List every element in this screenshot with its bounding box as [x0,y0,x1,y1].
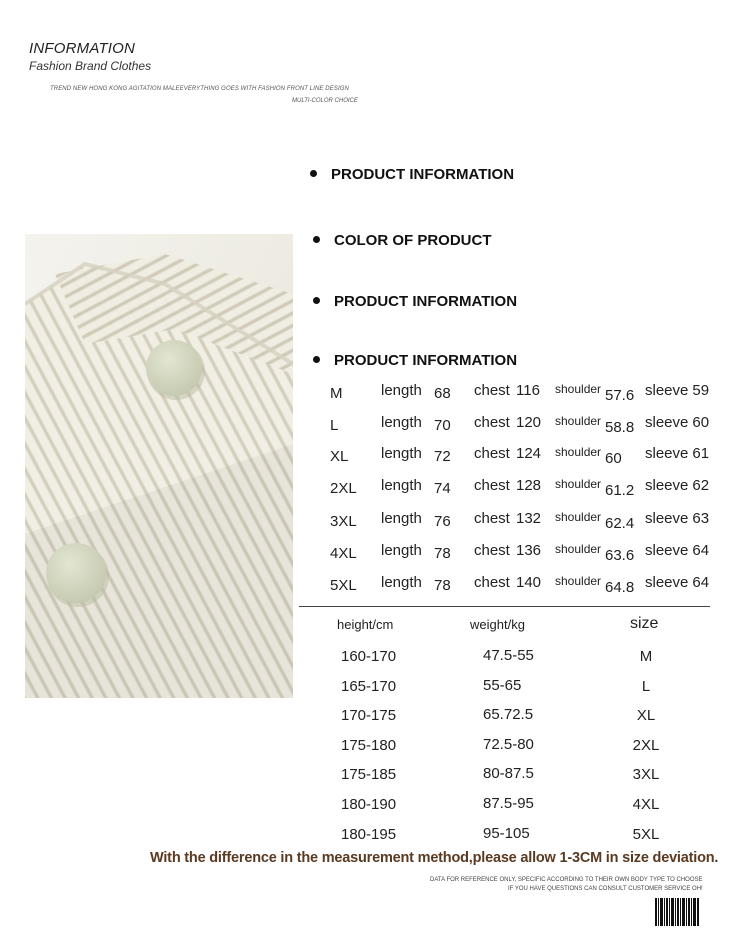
product-photo [25,234,293,698]
height-value: 165-170 [341,678,397,695]
bullet-icon [313,356,320,363]
size-label: M [330,385,343,402]
length-label: length [381,477,422,494]
bullet-icon [313,297,320,304]
divider-line [299,606,710,607]
shoulder-value: 64.8 [605,579,635,596]
bullet-icon [310,170,317,177]
fine-print-1: DATA FOR REFERENCE ONLY, SPECIFIC ACCORDING TO THEIR OWN BODY TYPE TO CHOOSE [430,877,703,883]
height-value: 175-185 [341,766,397,783]
section-heading-text: PRODUCT INFORMATION [334,352,518,369]
size-row [330,445,720,469]
sleeve-label: sleeve [645,477,689,494]
shoulder-label: shoulder [555,477,602,491]
size-label: 2XL [330,480,357,497]
chest-value: 116 [516,382,540,399]
sleeve-value: 64 [692,574,710,591]
sleeve-value: 59 [692,382,710,399]
info-subtitle: Fashion Brand Clothes [29,59,152,73]
chest-label: chest [474,382,510,399]
chest-value: 132 [516,510,542,527]
section-heading-1 [310,166,514,183]
recommended-size: 3XL [632,766,660,783]
sleeve-label: sleeve [645,382,689,399]
length-label: length [381,414,422,431]
col-header-height: height/cm [337,617,394,632]
chest-value: 120 [516,414,542,431]
weight-value: 47.5-55 [483,647,534,664]
bullet-icon [313,236,320,243]
size-row [330,542,720,566]
shoulder-value: 62.4 [605,515,635,532]
shoulder-value: 61.2 [605,482,635,499]
section-heading-text: PRODUCT INFORMATION [334,293,518,310]
section-heading-3 [313,293,517,310]
size-row [330,414,720,438]
sleeve-text [645,510,709,527]
info-tagline-2: MULTI-COLOR CHOICE [292,98,358,104]
length-value: 78 [434,577,451,594]
height-value: 160-170 [341,648,397,665]
size-label: L [330,417,339,434]
corduroy-fabric-image [25,234,293,698]
sleeve-text [645,445,709,462]
shoulder-label: shoulder [555,382,602,396]
size-label: XL [330,448,349,465]
size-row [330,382,720,406]
section-heading-text: PRODUCT INFORMATION [331,166,515,183]
weight-value: 87.5-95 [483,795,534,812]
weight-value: 65.72.5 [483,706,534,723]
sleeve-label: sleeve [645,542,689,559]
sleeve-label: sleeve [645,445,689,462]
sleeve-text [645,477,709,494]
col-header-size: size [630,615,659,632]
recommended-size: 5XL [632,826,660,843]
weight-value: 55-65 [483,677,522,694]
chest-label: chest [474,574,510,591]
chest-label: chest [474,445,510,462]
sleeve-label: sleeve [645,574,689,591]
sleeve-label: sleeve [645,510,689,527]
shoulder-value: 63.6 [605,547,635,564]
chest-value: 140 [516,574,542,591]
recommended-size: M [639,648,653,665]
weight-value: 80-87.5 [483,765,534,782]
chest-value: 128 [516,477,542,494]
length-value: 68 [434,385,451,402]
size-row [330,477,720,501]
sleeve-value: 64 [692,542,710,559]
shoulder-value: 60 [605,450,622,467]
info-title: INFORMATION [29,40,136,57]
section-heading-2 [313,232,492,249]
sleeve-text [645,542,709,559]
sleeve-label: sleeve [645,414,689,431]
fine-print-2: IF YOU HAVE QUESTIONS CAN CONSULT CUSTOMER SERVICE OH! [508,886,703,892]
shoulder-label: shoulder [555,510,602,524]
shoulder-value: 57.6 [605,387,635,404]
size-row [330,574,720,598]
size-label: 4XL [330,545,357,562]
recommended-size: XL [636,707,656,724]
length-label: length [381,510,422,527]
barcode-icon [655,898,699,926]
recommended-size: L [641,678,651,695]
shoulder-label: shoulder [555,542,602,556]
length-value: 74 [434,480,451,497]
col-header-weight: weight/kg [470,617,525,632]
length-label: length [381,382,422,399]
sleeve-value: 63 [692,510,710,527]
shoulder-label: shoulder [555,414,602,428]
length-value: 78 [434,545,451,562]
size-label: 5XL [330,577,357,594]
sleeve-value: 60 [692,414,710,431]
sleeve-value: 61 [692,445,710,462]
size-label: 3XL [330,513,357,530]
chest-label: chest [474,414,510,431]
chest-value: 136 [516,542,542,559]
size-deviation-note: With the difference in the measurement method,please allow 1-3CM in size deviation. [150,850,719,866]
chest-label: chest [474,477,510,494]
shoulder-value: 58.8 [605,419,635,436]
height-value: 180-195 [341,826,397,843]
sleeve-value: 62 [692,477,710,494]
recommended-size: 4XL [632,796,660,813]
length-value: 72 [434,448,451,465]
info-tagline: TREND NEW HONG KONG AGITATION MALEEVERYTHING GOES WITH FASHION FRONT LINE DESIGN [50,86,349,92]
length-label: length [381,574,422,591]
chest-value: 124 [516,445,542,462]
length-value: 76 [434,513,451,530]
weight-value: 95-105 [483,825,530,842]
height-value: 170-175 [341,707,397,724]
chest-label: chest [474,542,510,559]
sleeve-text [645,574,709,591]
chest-label: chest [474,510,510,527]
size-row [330,510,720,534]
section-heading-4 [313,352,517,369]
weight-value: 72.5-80 [483,736,534,753]
section-heading-text: COLOR OF PRODUCT [334,232,492,249]
length-label: length [381,445,422,462]
shoulder-label: shoulder [555,574,602,588]
length-label: length [381,542,422,559]
height-value: 180-190 [341,796,397,813]
sleeve-text [645,382,709,399]
recommended-size: 2XL [632,737,660,754]
shoulder-label: shoulder [555,445,602,459]
length-value: 70 [434,417,451,434]
sleeve-text [645,414,709,431]
height-value: 175-180 [341,737,397,754]
